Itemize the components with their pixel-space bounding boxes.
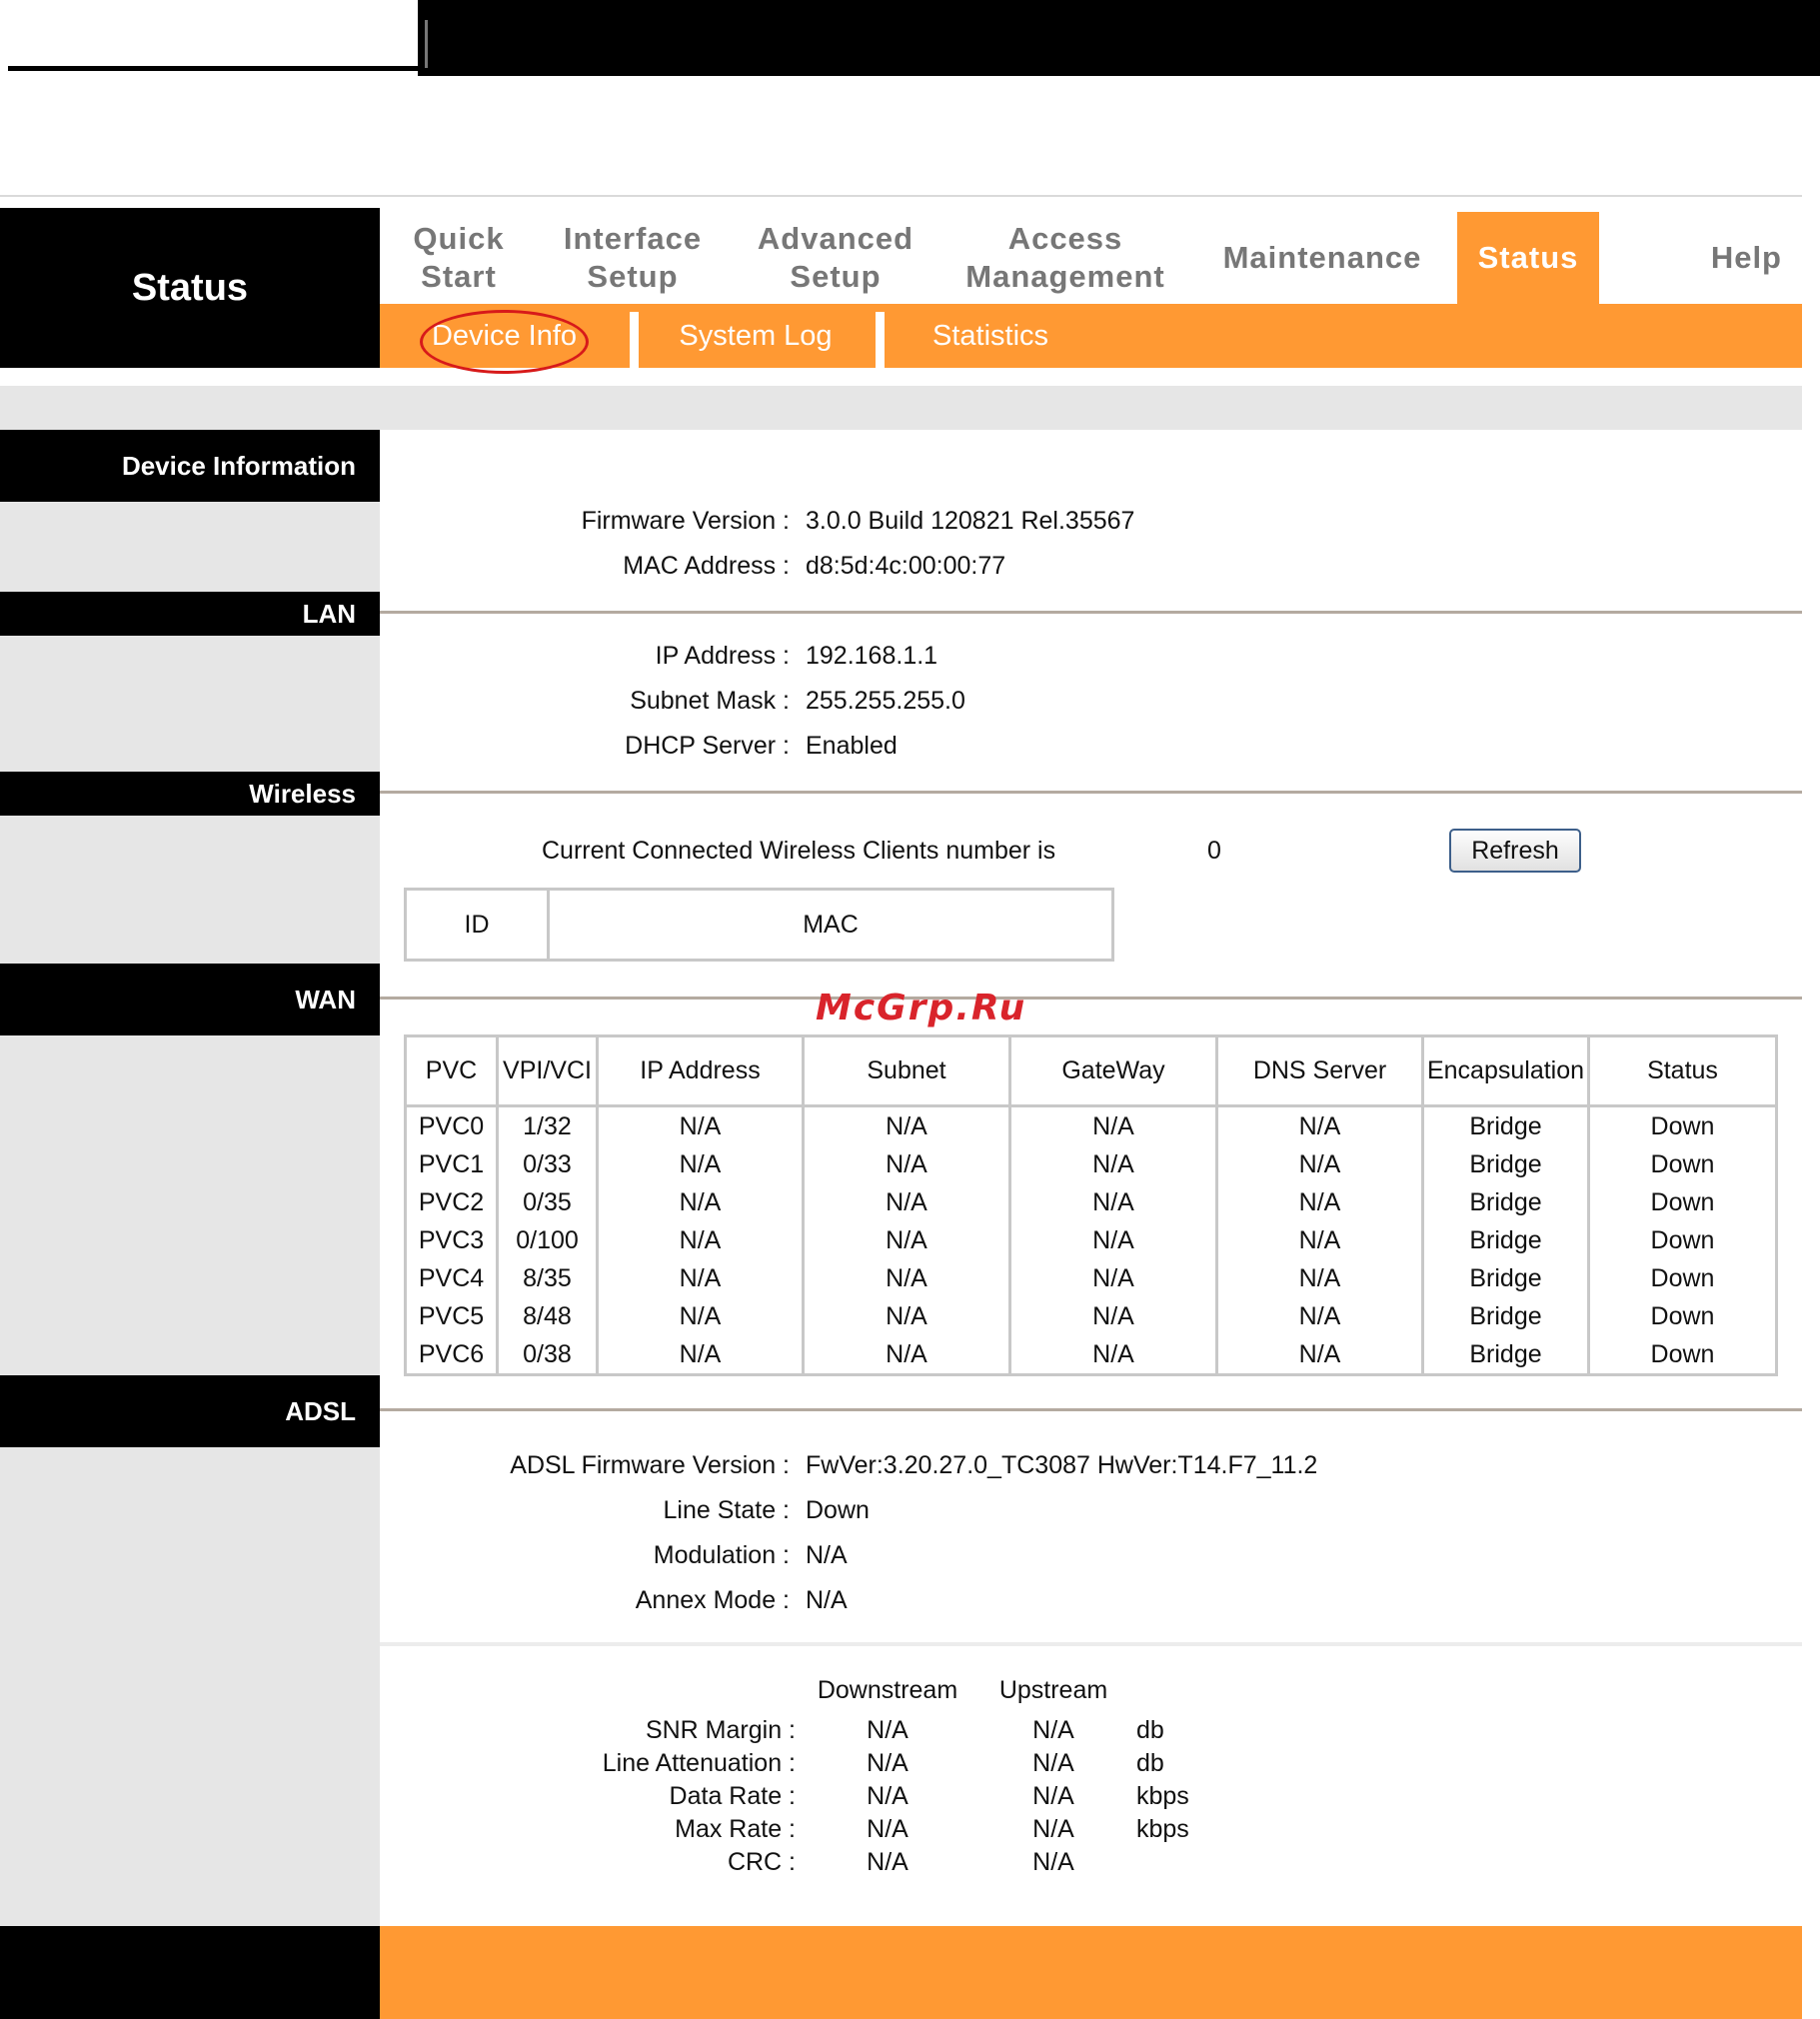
table-cell: N/A <box>599 1107 805 1145</box>
dhcp-server-value: Enabled <box>806 732 898 760</box>
table-cell: PVC5 <box>407 1297 499 1335</box>
data-rate-up: N/A <box>1032 1782 1074 1810</box>
table-cell: Bridge <box>1424 1259 1590 1297</box>
table-cell: PVC1 <box>407 1145 499 1183</box>
table-row <box>407 1107 1775 1145</box>
watermark: McGrp.Ru <box>816 988 1027 1028</box>
table-cell: Bridge <box>1424 1221 1590 1259</box>
column-header: Encapsulation <box>1424 1037 1590 1107</box>
subtab-device-info[interactable]: Device Info <box>431 319 578 352</box>
table-cell: N/A <box>805 1221 1011 1259</box>
table-cell: Bridge <box>1424 1107 1590 1145</box>
snr-margin-label: SNR Margin : <box>645 1716 796 1744</box>
line-state-label: Line State : <box>663 1496 790 1524</box>
table-cell: N/A <box>1011 1183 1218 1221</box>
line-attenuation-unit: db <box>1136 1749 1164 1777</box>
column-header: Status <box>1590 1037 1775 1107</box>
line-state-value: Down <box>806 1496 870 1524</box>
line-attenuation-up: N/A <box>1032 1749 1074 1777</box>
upstream-header: Upstream <box>998 1676 1108 1704</box>
column-header: DNS Server <box>1218 1037 1424 1107</box>
column-header-mac: MAC <box>803 910 859 939</box>
table-cell: N/A <box>1011 1297 1218 1335</box>
snr-margin-up: N/A <box>1032 1716 1074 1744</box>
subnav-separator <box>876 312 885 368</box>
tab-help[interactable]: Help <box>1710 240 1782 275</box>
table-cell: N/A <box>1218 1107 1424 1145</box>
header-divider <box>425 20 428 68</box>
column-header-id: ID <box>407 891 550 959</box>
table-cell: PVC2 <box>407 1183 499 1221</box>
table-row <box>407 1259 1775 1297</box>
modulation-label: Modulation : <box>653 1541 790 1569</box>
table-cell: Down <box>1650 1111 1715 1140</box>
table-cell: N/A <box>805 1335 1011 1373</box>
tab-label-line2: Setup <box>790 259 882 294</box>
table-cell: N/A <box>599 1335 805 1373</box>
subtab-statistics[interactable]: Statistics <box>931 319 1049 352</box>
annex-mode-value: N/A <box>806 1586 848 1614</box>
tab-label-line1: Interface <box>563 221 703 256</box>
tab-label-line1: Advanced <box>757 221 914 256</box>
max-rate-unit: kbps <box>1136 1815 1189 1843</box>
table-cell: N/A <box>805 1183 1011 1221</box>
tab-access-management[interactable] <box>943 212 1187 304</box>
footer-accent-bar <box>380 1926 1802 2019</box>
table-header-row <box>407 891 1111 959</box>
section-device-information: Device Information <box>0 430 380 502</box>
top-rule <box>0 195 1802 197</box>
table-cell: Bridge <box>1424 1183 1590 1221</box>
section-wireless: Wireless <box>0 772 380 816</box>
table-cell: 0/33 <box>499 1145 599 1183</box>
table-cell: N/A <box>599 1297 805 1335</box>
tab-interface-setup[interactable] <box>538 212 728 304</box>
table-cell: PVC4 <box>407 1259 499 1297</box>
table-cell: Down <box>1650 1187 1715 1216</box>
tab-label-line2: Start <box>421 259 497 294</box>
page-title: Status <box>0 208 380 368</box>
table-cell: PVC3 <box>407 1221 499 1259</box>
table-cell: Down <box>1650 1263 1715 1292</box>
spacer-strip <box>0 386 1802 430</box>
firmware-version-label: Firmware Version : <box>581 507 790 535</box>
table-cell: 8/48 <box>499 1297 599 1335</box>
tab-label-line2: Setup <box>587 259 679 294</box>
table-cell: N/A <box>1011 1221 1218 1259</box>
table-cell: 0/100 <box>499 1221 599 1259</box>
table-cell: N/A <box>805 1107 1011 1145</box>
max-rate-label: Max Rate : <box>675 1815 796 1843</box>
table-cell: N/A <box>599 1221 805 1259</box>
crc-label: CRC : <box>727 1848 796 1876</box>
footer-left-bar <box>0 1926 380 2019</box>
table-cell: Down <box>1650 1225 1715 1254</box>
mac-address-value: d8:5d:4c:00:00:77 <box>806 552 1006 580</box>
table-cell: N/A <box>1218 1297 1424 1335</box>
table-cell: Bridge <box>1424 1297 1590 1335</box>
header-left-rule <box>8 66 418 71</box>
wireless-clients-label: Current Connected Wireless Clients number is <box>542 837 1056 865</box>
header-black-bar <box>418 0 1820 76</box>
table-cell: N/A <box>599 1145 805 1183</box>
tab-label-line1: Quick <box>413 221 505 256</box>
table-cell: 1/32 <box>499 1107 599 1145</box>
snr-margin-down: N/A <box>867 1716 909 1744</box>
modulation-value: N/A <box>806 1541 848 1569</box>
table-cell: N/A <box>1218 1335 1424 1373</box>
downstream-header: Downstream <box>817 1676 958 1704</box>
column-header: PVC <box>407 1037 499 1107</box>
adsl-firmware-value: FwVer:3.20.27.0_TC3087 HwVer:T14.F7_11.2 <box>806 1451 1318 1479</box>
table-cell: Down <box>1650 1301 1715 1330</box>
section-divider <box>380 791 1802 794</box>
table-cell: Down <box>1650 1149 1715 1178</box>
mac-address-label: MAC Address : <box>623 552 790 580</box>
table-row <box>407 1145 1775 1183</box>
subnav-separator <box>630 312 639 368</box>
table-cell: N/A <box>1011 1107 1218 1145</box>
table-cell: N/A <box>599 1259 805 1297</box>
column-header: Subnet <box>805 1037 1011 1107</box>
table-cell: N/A <box>599 1183 805 1221</box>
table-cell: N/A <box>1218 1145 1424 1183</box>
table-cell: N/A <box>1218 1259 1424 1297</box>
table-row <box>407 1335 1775 1373</box>
subtab-system-log[interactable]: System Log <box>679 319 833 352</box>
section-divider <box>380 611 1802 614</box>
column-header: VPI/VCI <box>499 1037 599 1107</box>
column-header: GateWay <box>1011 1037 1218 1107</box>
highlight-circle <box>420 310 589 374</box>
tab-advanced-setup[interactable] <box>728 212 943 304</box>
snr-margin-unit: db <box>1136 1716 1164 1744</box>
tab-maintenance[interactable]: Maintenance <box>1222 240 1422 275</box>
refresh-button[interactable]: Refresh <box>1449 829 1581 873</box>
table-cell: N/A <box>1218 1221 1424 1259</box>
section-lan: LAN <box>0 592 380 636</box>
table-cell: N/A <box>1011 1335 1218 1373</box>
table-cell: N/A <box>805 1297 1011 1335</box>
section-adsl: ADSL <box>0 1375 380 1447</box>
section-divider <box>380 1408 1802 1411</box>
tab-label-line1: Access <box>1007 221 1123 256</box>
column-header: IP Address <box>599 1037 805 1107</box>
table-cell: N/A <box>1011 1145 1218 1183</box>
data-rate-down: N/A <box>867 1782 909 1810</box>
table-cell: N/A <box>1218 1183 1424 1221</box>
wireless-clients-count: 0 <box>1207 837 1221 865</box>
subnet-mask-value: 255.255.255.0 <box>806 687 965 715</box>
crc-down: N/A <box>867 1848 909 1876</box>
tab-label-line2: Management <box>965 259 1165 294</box>
subnet-mask-label: Subnet Mask : <box>630 687 790 715</box>
max-rate-up: N/A <box>1032 1815 1074 1843</box>
dhcp-server-label: DHCP Server : <box>625 732 790 760</box>
tab-status[interactable]: Status <box>1457 212 1599 304</box>
left-panel <box>0 430 380 1926</box>
adsl-firmware-label: ADSL Firmware Version : <box>510 1451 790 1479</box>
table-cell: Bridge <box>1424 1335 1590 1373</box>
wireless-clients-table <box>404 888 1114 962</box>
table-cell: Bridge <box>1424 1145 1590 1183</box>
crc-up: N/A <box>1032 1848 1074 1876</box>
section-wan: WAN <box>0 964 380 1035</box>
lan-ip-label: IP Address : <box>655 642 790 670</box>
table-row <box>407 1183 1775 1221</box>
max-rate-down: N/A <box>867 1815 909 1843</box>
table-cell: 0/38 <box>499 1335 599 1373</box>
wan-pvc-table <box>404 1034 1778 1376</box>
table-row <box>407 1297 1775 1335</box>
table-cell: N/A <box>805 1145 1011 1183</box>
table-cell: N/A <box>805 1259 1011 1297</box>
line-attenuation-label: Line Attenuation : <box>602 1749 796 1777</box>
table-cell: 8/35 <box>499 1259 599 1297</box>
table-cell: N/A <box>1011 1259 1218 1297</box>
table-cell: Down <box>1650 1339 1715 1368</box>
data-rate-unit: kbps <box>1136 1782 1189 1810</box>
data-rate-label: Data Rate : <box>669 1782 796 1810</box>
table-header-row <box>407 1037 1775 1107</box>
annex-mode-label: Annex Mode : <box>635 1586 790 1614</box>
table-cell: PVC0 <box>407 1107 499 1145</box>
firmware-version-value: 3.0.0 Build 120821 Rel.35567 <box>806 507 1135 535</box>
tab-quick-start[interactable] <box>380 212 538 304</box>
stats-separator <box>380 1642 1802 1646</box>
table-cell: PVC6 <box>407 1335 499 1373</box>
lan-ip-value: 192.168.1.1 <box>806 642 938 670</box>
table-cell: 0/35 <box>499 1183 599 1221</box>
table-row <box>407 1221 1775 1259</box>
line-attenuation-down: N/A <box>867 1749 909 1777</box>
section-divider <box>380 997 1802 1000</box>
